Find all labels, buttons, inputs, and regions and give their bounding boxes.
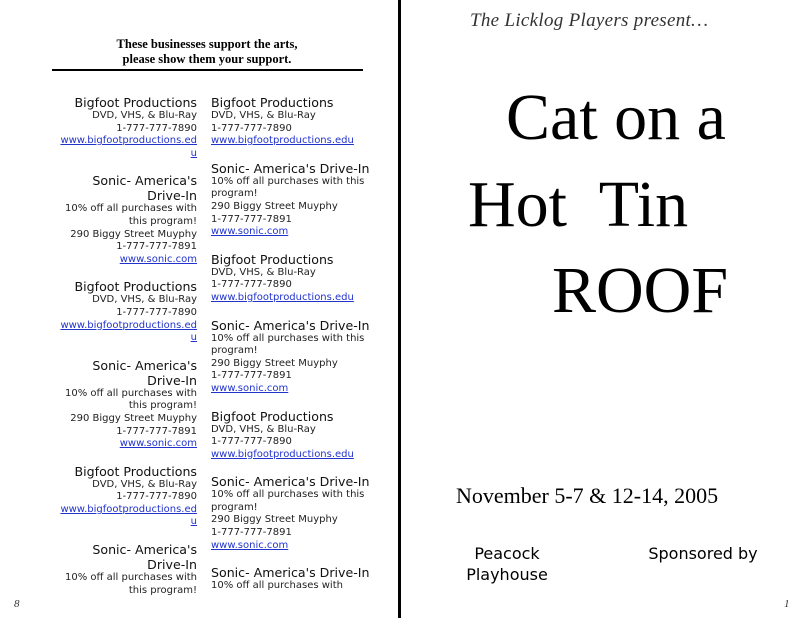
ad-website-link[interactable]: www.sonic.com — [211, 539, 289, 551]
ad-website-link[interactable]: www.bigfootproductions.edu — [60, 135, 197, 159]
title-line-2: Hot Tin — [468, 168, 689, 241]
ad-detail-line: DVD, VHS, & Blu-Ray — [92, 294, 197, 306]
ad-business-name: Bigfoot Productions — [74, 463, 197, 479]
ad-business-name: Sonic- America's Drive-In — [211, 317, 370, 333]
ad-detail-line: 10% off all purchases with this program! — [65, 572, 197, 596]
presents-line: The Licklog Players present… — [470, 10, 709, 31]
page-number-right: 1 — [784, 598, 790, 610]
ad-business-name: Bigfoot Productions — [211, 95, 334, 110]
ad-business-name: Sonic- America's Drive-In — [92, 357, 197, 388]
ad-detail-line: 1-777-777-7890 — [116, 491, 197, 503]
ad-detail-line: 1-777-777-7891 — [116, 425, 197, 437]
ad-detail-line: 1-777-777-7890 — [116, 122, 197, 134]
ad-detail-line: 1-777-777-7890 — [116, 306, 197, 318]
ad-detail-line: 290 Biggy Street Muyphy — [211, 514, 338, 526]
ad-detail-line: 1-777-777-7891 — [116, 241, 197, 253]
ad-entry — [211, 318, 371, 396]
ad-entry — [58, 95, 197, 160]
ad-detail-line: 10% off all purchases with this program! — [211, 332, 365, 357]
ad-business-name: Bigfoot Productions — [74, 95, 197, 110]
title-line-3: ROOF — [552, 254, 729, 327]
ad-entry — [58, 542, 197, 597]
header-line-1: These businesses support the arts, — [116, 37, 298, 51]
ad-detail-line: 10% off all purchases with — [211, 580, 343, 592]
header-line-2: please show them your support. — [122, 52, 292, 66]
ad-detail-line: 290 Biggy Street Muyphy — [70, 412, 197, 424]
ad-detail-line: DVD, VHS, & Blu-Ray — [211, 423, 316, 435]
title-line-1: Cat on a — [506, 81, 726, 154]
sponsored-by: Sponsored by — [648, 544, 758, 563]
ad-website-link[interactable]: www.bigfootproductions.edu — [211, 291, 354, 303]
ad-entry — [58, 464, 197, 529]
ad-detail-line: DVD, VHS, & Blu-Ray — [92, 478, 197, 490]
venue-name: Peacock Playhouse — [466, 544, 548, 584]
ad-business-name: Sonic- America's Drive-In — [92, 542, 197, 573]
ads-header — [52, 37, 362, 67]
performance-dates: November 5-7 & 12-14, 2005 — [456, 483, 719, 508]
ad-entry — [211, 474, 371, 552]
ad-website-link[interactable]: www.sonic.com — [119, 253, 197, 265]
ad-business-name: Sonic- America's Drive-In — [211, 474, 370, 490]
ad-business-name: Bigfoot Productions — [74, 279, 197, 295]
ad-website-link[interactable]: www.bigfootproductions.edu — [211, 448, 354, 460]
ad-detail-line: 1-777-777-7891 — [211, 370, 292, 382]
ad-website-link[interactable]: www.bigfootproductions.edu — [211, 135, 354, 147]
ad-entry — [58, 173, 197, 266]
ad-detail-line: 290 Biggy Street Muyphy — [211, 357, 338, 369]
ad-business-name: Sonic- America's Drive-In — [211, 160, 370, 176]
ad-entry — [211, 409, 371, 462]
ad-website-link[interactable]: www.bigfootproductions.edu — [60, 319, 197, 344]
page-number-left: 8 — [14, 598, 20, 610]
ad-entry — [211, 252, 371, 305]
ad-entry — [211, 161, 371, 239]
ad-detail-line: 10% off all purchases with this program! — [65, 387, 197, 412]
ad-business-name: Sonic- America's Drive-In — [211, 565, 370, 581]
ad-detail-line: 1-777-777-7891 — [211, 213, 292, 225]
ad-entry — [58, 358, 197, 451]
ad-entry — [58, 279, 197, 344]
page-divider — [398, 0, 401, 618]
ad-detail-line: 1-777-777-7891 — [211, 527, 292, 539]
ad-detail-line: DVD, VHS, & Blu-Ray — [211, 266, 316, 278]
ad-website-link[interactable]: www.sonic.com — [211, 382, 289, 394]
ad-business-name: Bigfoot Productions — [211, 408, 334, 424]
ad-detail-line: DVD, VHS, & Blu-Ray — [92, 110, 197, 121]
ad-detail-line: 290 Biggy Street Muyphy — [70, 228, 197, 240]
ad-website-link[interactable]: www.sonic.com — [119, 438, 197, 450]
ad-detail-line: 1-777-777-7890 — [211, 436, 292, 448]
ads-column-right — [211, 95, 371, 606]
ad-business-name: Bigfoot Productions — [211, 251, 334, 267]
ad-website-link[interactable]: www.bigfootproductions.edu — [60, 503, 197, 528]
ad-business-name: Sonic- America's Drive-In — [92, 173, 197, 204]
ad-entry — [211, 95, 371, 148]
ad-detail-line: 1-777-777-7890 — [211, 122, 292, 134]
ad-detail-line: DVD, VHS, & Blu-Ray — [211, 110, 316, 121]
ads-column-left — [58, 95, 197, 610]
header-rule — [52, 69, 363, 71]
ad-website-link[interactable]: www.sonic.com — [211, 226, 289, 238]
ad-detail-line: 10% off all purchases with this program! — [211, 489, 365, 513]
ad-detail-line: 1-777-777-7890 — [211, 279, 292, 291]
ad-entry — [211, 565, 371, 593]
ad-detail-line: 290 Biggy Street Muyphy — [211, 200, 338, 212]
ad-detail-line: 10% off all purchases with this program! — [65, 203, 197, 227]
ad-detail-line: 10% off all purchases with this program! — [211, 175, 365, 200]
